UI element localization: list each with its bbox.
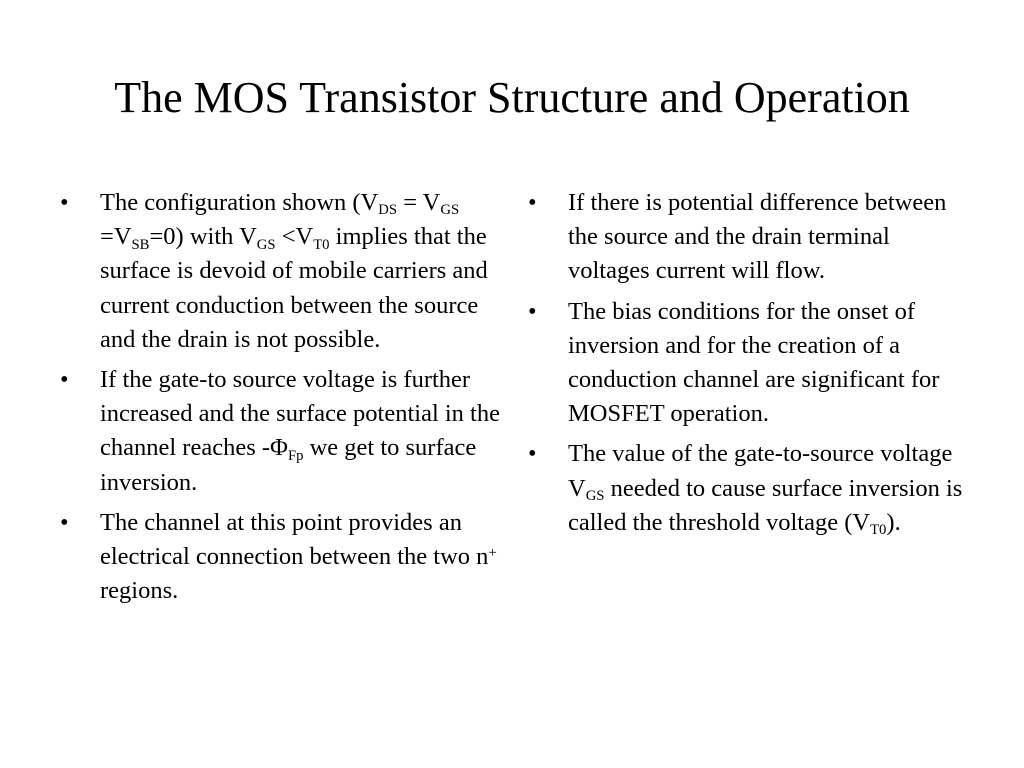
text-segment: The value of the gate-to-source voltage V xyxy=(568,440,953,502)
text-segment: implies that the surface is devoid of mobile carriers and current conduction between the source and the drain is not possible. xyxy=(100,223,488,353)
subscript-gs: GS xyxy=(440,202,460,219)
bullet-dot: • xyxy=(60,189,69,216)
text-segment: =0) with V xyxy=(149,223,257,251)
bullet-item-bias-conditions xyxy=(528,295,968,432)
text-segment: The configuration shown (V xyxy=(100,189,379,216)
left-bullet-list xyxy=(60,186,500,614)
subscript-t0: T0 xyxy=(313,236,330,253)
text-segment: = V xyxy=(397,189,441,216)
bullet-text: The bias conditions for the onset of inversion and for the creation of a conduction channel are significant for MOSFET operation. xyxy=(568,297,940,428)
text-segment: <V xyxy=(275,223,314,251)
bullet-item-potential-difference xyxy=(528,186,968,289)
text-segment: needed to cause surface inversion is called the threshold voltage (V xyxy=(568,474,963,536)
bullet-dot: • xyxy=(60,508,69,536)
bullet-dot: • xyxy=(528,440,537,468)
subscript-t0: T0 xyxy=(870,522,887,539)
superscript-plus: + xyxy=(488,544,497,561)
slide-title: The MOS Transistor Structure and Operation xyxy=(114,73,910,122)
right-bullet-list xyxy=(528,186,968,546)
bullet-item-channel xyxy=(60,506,500,609)
bullet-text xyxy=(568,440,963,539)
subscript-gs: GS xyxy=(585,488,605,505)
bullet-text xyxy=(100,509,497,604)
bullet-dot: • xyxy=(60,366,69,394)
subscript-fp: Fp xyxy=(287,447,304,464)
bullet-dot: • xyxy=(528,189,537,216)
bullet-text xyxy=(100,366,500,496)
text-segment: If the gate-to source voltage is further increased and the surface potential in the channel reaches -Φ xyxy=(100,366,500,462)
text-segment: we get to surface inversion. xyxy=(100,434,477,496)
text-segment: ). xyxy=(886,508,901,536)
text-segment: regions. xyxy=(100,577,179,605)
subscript-gs: GS xyxy=(256,236,276,253)
bullet-text: If there is potential difference between the source and the drain terminal voltages current will flow. xyxy=(568,189,947,285)
subscript-ds: DS xyxy=(378,202,398,219)
bullet-text xyxy=(100,189,488,353)
text-segment: =V xyxy=(100,223,132,251)
bullet-item-configuration xyxy=(60,186,500,357)
bullet-dot: • xyxy=(528,297,537,325)
bullet-item-threshold-voltage xyxy=(528,437,968,540)
subscript-sb: SB xyxy=(131,236,150,253)
text-segment: The channel at this point provides an electrical connection between the two n xyxy=(100,508,489,571)
bullet-item-gate-voltage xyxy=(60,363,500,500)
